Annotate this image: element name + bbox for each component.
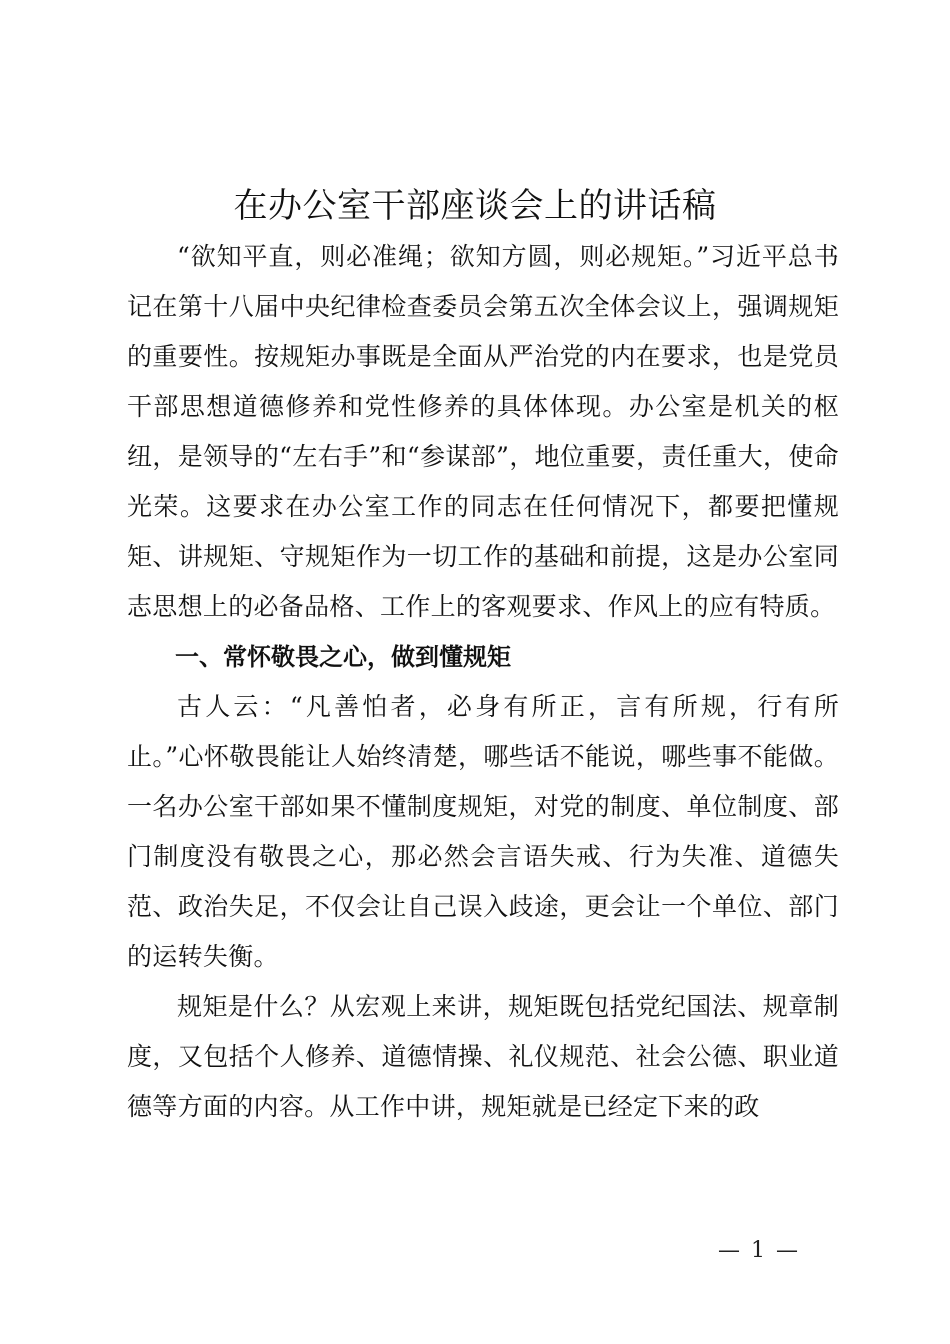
section-1-paragraph-2: 规矩是什么？从宏观上来讲，规矩既包括党纪国法、规章制度，又包括个人修养、道德情操、礼仪规范、社会公德、职业道德等方面的内容。从工作中讲，规矩就是已经定下来的政 bbox=[127, 992, 839, 1121]
section-heading-1: 一、常怀敬畏之心，做到懂规矩 bbox=[175, 643, 511, 671]
intro-paragraph: “欲知平直，则必准绳；欲知方圆，则必规矩。”习近平总书记在第十八届中央纪律检查委员会第五次全体会议上，强调规矩的重要性。按规矩办事既是全面从严治党的内在要求，也是党员干部思想道德修养和党性修养的具体体现。办公室是机关的枢纽，是领导的“左右手”和“参谋部”，地位重要，责任重大，使命光荣。这要求在办公室工作的同志在任何情况下，都要把懂规矩、讲规矩、守规矩作为一切工作的基础和前提，这是办公室同志思想上的必备品格、工作上的客观要求、作风上的应有特质。 bbox=[127, 242, 839, 621]
section-1-paragraph-1: 古人云：“凡善怕者，必身有所正，言有所规，行有所止。”心怀敬畏能让人始终清楚，哪些话不能说，哪些事不能做。一名办公室干部如果不懂制度规矩，对党的制度、单位制度、部门制度没有敬畏之心，那必然会言语失戒、行为失准、道德失范、政治失足，不仅会让自己误入歧途，更会让一个单位、部门的运转失衡。 bbox=[127, 692, 839, 971]
document-title: 在办公室干部座谈会上的讲话稿 bbox=[233, 186, 717, 226]
document-body bbox=[127, 232, 839, 1132]
page-number: — 1 — bbox=[718, 1238, 800, 1263]
